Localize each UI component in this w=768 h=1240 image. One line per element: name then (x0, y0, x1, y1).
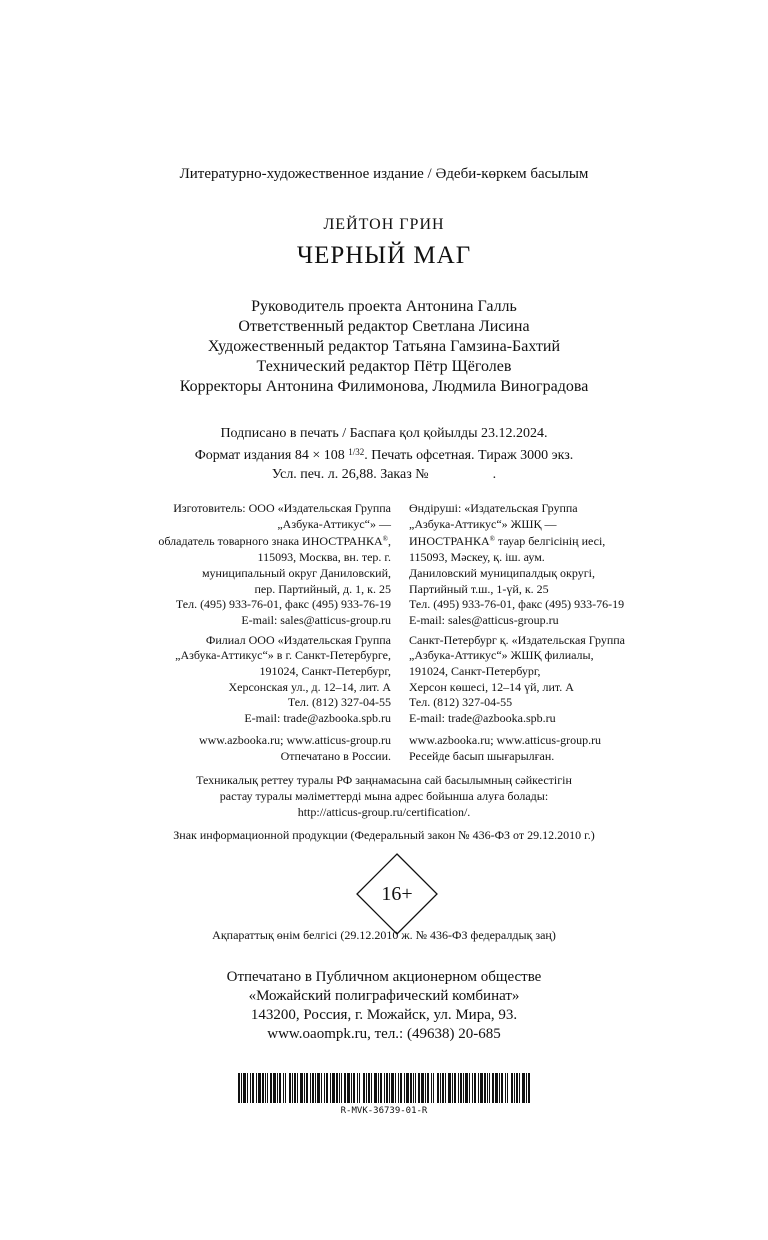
barcode-bar (489, 1073, 490, 1103)
barcode-bar (511, 1073, 513, 1103)
barcode-bar (398, 1073, 399, 1103)
book-title: ЧЕРНЫЙ МАГ (296, 242, 472, 269)
barcode-bar (262, 1073, 264, 1103)
barcode-bar (256, 1073, 257, 1103)
barcode-bar (463, 1073, 464, 1103)
barcode-bar (247, 1073, 248, 1103)
age-rating-badge (355, 852, 439, 936)
info-product-sign-kz: Ақпараттық өнім белгісі (29.12.2010 ж. № 436-ФЗ федералдық заң) (212, 928, 556, 942)
barcode-bar (241, 1073, 242, 1103)
barcode-bar (391, 1073, 394, 1103)
barcode-bar (306, 1073, 308, 1103)
printed-in: Ресейде басып шығарылған. (409, 748, 555, 763)
barcode-bar (528, 1073, 530, 1103)
barcode-icon (238, 1073, 530, 1103)
barcode-bar (324, 1073, 325, 1103)
barcode-bar (480, 1073, 483, 1103)
credit-art-editor: Художественный редактор Татьяна Гамзина-Бахтий (207, 338, 561, 355)
barcode-bar (413, 1073, 414, 1103)
barcode-bar (250, 1073, 251, 1103)
barcode-bar (339, 1073, 340, 1103)
barcode-bar (421, 1073, 424, 1103)
barcode-bar (371, 1073, 372, 1103)
barcode-bar (315, 1073, 316, 1103)
book-author: ЛЕЙТОН ГРИН (323, 216, 445, 233)
trademark-line: обладатель товарного знака ИНОСТРАНКА®, (158, 534, 391, 549)
barcode-bar (389, 1073, 390, 1103)
barcode-bar (427, 1073, 429, 1103)
barcode-bar (460, 1073, 462, 1103)
barcode-bar (332, 1073, 335, 1103)
barcode-bar (425, 1073, 426, 1103)
barcode-bar (368, 1073, 370, 1103)
barcode-bar (469, 1073, 470, 1103)
barcode-bar (363, 1073, 365, 1103)
barcode-bar (478, 1073, 479, 1103)
barcode-bar (448, 1073, 451, 1103)
edition-type: Литературно-художественное издание / Әдеби-көркем басылым (179, 166, 589, 182)
barcode-bar (474, 1073, 476, 1103)
barcode-bar (294, 1073, 296, 1103)
barcode-bar (300, 1073, 303, 1103)
barcode-bar (378, 1073, 379, 1103)
barcode-bar (516, 1073, 518, 1103)
age-rating-label: 16+ (381, 883, 413, 905)
barcode-text: R-MVK-36739-01-R (340, 1106, 428, 1116)
barcode-bar (380, 1073, 382, 1103)
barcode-bar (258, 1073, 261, 1103)
format-line: Формат издания 84 × 108 $^{1/32}$. Печать офсетная. Тираж 3000 экз. (194, 447, 574, 463)
barcode-bar (484, 1073, 486, 1103)
website-links: www.azbooka.ru; www.atticus-group.ru (198, 732, 391, 747)
barcode-bar (386, 1073, 388, 1103)
barcode-bar (336, 1073, 338, 1103)
barcode-bar (330, 1073, 331, 1103)
barcode-bar (458, 1073, 459, 1103)
barcode-bar (270, 1073, 272, 1103)
barcode-bar (297, 1073, 298, 1103)
barcode-bar (400, 1073, 402, 1103)
barcode-bar (505, 1073, 506, 1103)
info-product-sign: Знак информационной продукции (Федеральный закон № 436-ФЗ от 29.12.2010 г.) (173, 828, 595, 842)
credit-project-lead: Руководитель проекта Антонина Галль (251, 298, 517, 315)
barcode-bar (283, 1073, 284, 1103)
barcode-bar (406, 1073, 409, 1103)
barcode-bar (341, 1073, 342, 1103)
barcode-bar (289, 1073, 291, 1103)
barcode-bar (487, 1073, 488, 1103)
barcode-bar (326, 1073, 328, 1103)
barcode-bar (384, 1073, 385, 1103)
barcode-bar (501, 1073, 503, 1103)
barcode-bar (404, 1073, 405, 1103)
barcode-bar (437, 1073, 439, 1103)
barcode-bar (279, 1073, 281, 1103)
publisher-info-kz: Өндіруші: «Издательская Группа „Азбука-Аттикус“» ЖШҚ — ИНОСТРАНКА® тауар белгісінің иесі, 115093, Мәскеу, қ. іш. аум. Даниловский муниципалдық округі, Партийный т.ш., 1-үй, к. 25 Тел. (495) 933-76-01, факс (495) 933-76-19 E-mail: sales@atticus-group.ru Санкт-Петербург қ. «Издательская Группа „Азбука-Аттикус“» ЖШҚ филиалы, 191024, Санкт-Петербург, Херсон көшесі, 12–14 үй, лит. А Тел. (812) 327-04-55 E-mail: trade@azbooka.spb.ru www.azbooka.ru; www.atticus-group.ru Ресейде басып шығарылған. (409, 501, 625, 763)
barcode-bar (431, 1073, 432, 1103)
barcode-bar (507, 1073, 508, 1103)
barcode-bar (277, 1073, 278, 1103)
barcode-bar (359, 1073, 360, 1103)
barcode-bar (415, 1073, 416, 1103)
tech-regulation-note: Техникалық реттеу туралы РФ заңнамасына сай басылымның сәйкестігін растау туралы мәліметтерді мына адрес бойынша алуға болады: http://atticus-group.ru/certification/. (196, 773, 572, 819)
barcode-bar (267, 1073, 268, 1103)
barcode-bar (238, 1073, 240, 1103)
print-info (0, 424, 768, 484)
barcode-bar (519, 1073, 520, 1103)
barcode-bar (304, 1073, 305, 1103)
barcode-bar (347, 1073, 350, 1103)
credits-block (0, 297, 768, 397)
barcode-bar (351, 1073, 352, 1103)
barcode-bar (440, 1073, 441, 1103)
barcode-bar (472, 1073, 473, 1103)
barcode-bar (526, 1073, 527, 1103)
barcode-bar (418, 1073, 420, 1103)
barcode-bar (499, 1073, 500, 1103)
barcode-bar (252, 1073, 254, 1103)
barcode-bar (445, 1073, 446, 1103)
sheets-order-line: Усл. печ. л. 26,88. Заказ № . (271, 467, 497, 482)
website-links: www.azbooka.ru; www.atticus-group.ru (409, 732, 602, 747)
barcode-bar (395, 1073, 396, 1103)
barcode-bar (514, 1073, 515, 1103)
barcode-bar (310, 1073, 311, 1103)
barcode-bar (265, 1073, 266, 1103)
barcode-bar (410, 1073, 412, 1103)
credit-technical-editor: Технический редактор Пётр Щёголев (256, 358, 512, 375)
signed-date: Подписано в печать / Баспаға қол қойылды 23.12.2024. (220, 426, 548, 441)
barcode-bar (452, 1073, 453, 1103)
barcode-bar (292, 1073, 293, 1103)
barcode-bar (366, 1073, 367, 1103)
barcode-bar (465, 1073, 468, 1103)
barcode-bar (433, 1073, 434, 1103)
barcode-bar (353, 1073, 355, 1103)
barcode-bar (344, 1073, 346, 1103)
barcode-bar (312, 1073, 314, 1103)
barcode-bar (492, 1073, 494, 1103)
barcode-bar (317, 1073, 320, 1103)
barcode-bar (357, 1073, 358, 1103)
barcode-bar (522, 1073, 525, 1103)
trademark-line: ИНОСТРАНКА® тауар белгісінің иесі, (409, 534, 606, 549)
credit-managing-editor: Ответственный редактор Светлана Лисина (238, 318, 530, 335)
barcode-bar (285, 1073, 286, 1103)
printer-info: Отпечатано в Публичном акционерном обществе «Можайский полиграфический комбинат» 143200, Россия, г. Можайск, ул. Мира, 93. www.oaompk.ru, тел.: (49638) 20-685 (226, 969, 542, 1042)
barcode-bar (243, 1073, 246, 1103)
printed-in: Отпечатано в России. (280, 748, 391, 763)
barcode-bar (442, 1073, 444, 1103)
barcode-bar (321, 1073, 322, 1103)
publisher-info-ru: Изготовитель: ООО «Издательская Группа „Азбука-Аттикус“» — обладатель товарного знака ИНОСТРАНКА®, 115093, Москва, вн. тер. г. муниципальный округ Даниловский, пер. Партийный, д. 1, к. 25 Тел. (495) 933-76-01, факс (495) 933-76-19 E-mail: sales@atticus-group.ru Филиал ООО «Издательская Группа „Азбука-Аттикус“» в г. Санкт-Петербурге, 191024, Санкт-Петербург, Херсонская ул., д. 12–14, лит. А Тел. (812) 327-04-55 E-mail: trade@azbooka.spb.ru www.azbooka.ru; www.atticus-group.ru Отпечатано в России. (158, 501, 391, 763)
barcode-bar (454, 1073, 456, 1103)
credit-proofreaders: Корректоры Антонина Филимонова, Людмила Виноградова (179, 378, 589, 395)
barcode-bar (273, 1073, 276, 1103)
barcode-bar (374, 1073, 377, 1103)
barcode-bar (495, 1073, 498, 1103)
